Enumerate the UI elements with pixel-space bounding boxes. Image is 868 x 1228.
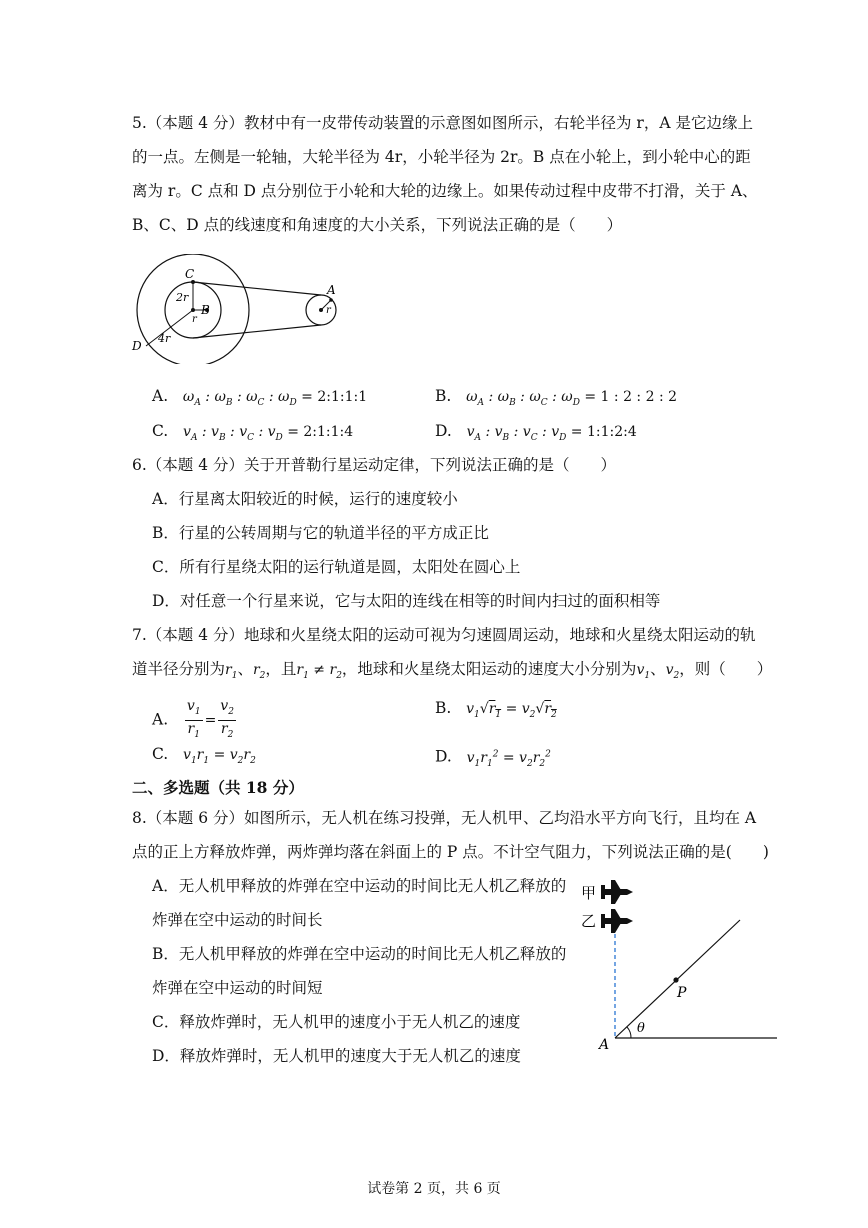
label-jia: 甲	[581, 884, 597, 902]
label-4r: 4r	[158, 332, 171, 345]
q8-option-b-line-2: 炸弹在空中运动的时间短	[152, 979, 323, 997]
drone-yi-icon	[601, 909, 633, 933]
q8-line-2: 点的正上方释放炸弹，两炸弹均落在斜面上的 P 点。不计空气阻力，下列说法正确的是( )	[132, 843, 769, 861]
q5-line-1: 5.（本题 4 分）教材中有一皮带传动装置的示意图如图所示，右轮半径为 r，A 是它边缘上	[132, 114, 753, 132]
q8-option-d: D．释放炸弹时，无人机甲的速度大于无人机乙的速度	[152, 1047, 521, 1065]
q7-line-2: 道半径分别为$r_1$、$r_2$，且$r_1 \ne r_2$，地球和火星绕太阳运动的速度大小分别为$v_1$、$v_2$，则（ ）	[132, 660, 773, 681]
q6-stem: 6.（本题 4 分）关于开普勒行星运动定律，下列说法正确的是（ ）	[132, 456, 617, 474]
q5-option-d: D. $v_A$ : $v_B$ : $v_C$ : $v_D$ = 1:1:2:4	[435, 422, 637, 443]
q8-option-a-line-1: A．无人机甲释放的炸弹在空中运动的时间比无人机乙释放的	[152, 877, 567, 895]
q6-option-a: A．行星离太阳较近的时候，运行的速度较小	[152, 490, 458, 508]
label-D: D	[132, 339, 142, 353]
q5-option-b: B. $\omega_A$ : $\omega_B$ : $\omega_C$ : $\omega_D = 1$ : 2 : 2 : 2	[435, 387, 678, 408]
label-C: C	[185, 267, 195, 281]
label-theta: θ	[637, 1021, 645, 1036]
q7-option-d: D. $v_1r_1^2 = v_2r_2^2$	[435, 747, 551, 769]
q5-line-4: B、C、D 点的线速度和角速度的大小关系，下列说法正确的是（ ）	[132, 216, 623, 234]
label-r-small: r	[192, 314, 197, 325]
q7-option-b: B. $v_1√r_1 = v_2√r_2$	[435, 699, 557, 720]
q6-option-b: B．行星的公转周期与它的轨道半径的平方成正比	[152, 524, 489, 542]
q7-option-a: A. $\frac{v_1}{r_1}$ = $\frac{v_2}{r_2}$	[152, 698, 234, 740]
belt-drive-figure	[128, 254, 348, 364]
section-2-title: 二、多选题（共 18 分）	[132, 778, 304, 797]
drone-bombing-figure	[575, 876, 785, 1056]
q8-option-a-line-2: 炸弹在空中运动的时间长	[152, 911, 323, 929]
label-2r: 2r	[176, 291, 189, 304]
label-P: P	[677, 985, 687, 1001]
q5-option-a: A. $\omega_A$ : $\omega_B$ : $\omega_C$ : $\omega_D$ = 2:1:1:1	[152, 387, 368, 408]
q5-line-3: 离为 r。C 点和 D 点分别位于小轮和大轮的边缘上。如果传动过程中皮带不打滑，关于 A、	[132, 182, 758, 200]
q5-option-c: C. $v_A$ : $v_B$ : $v_C$ : $v_D$ = 2:1:1:4	[152, 422, 354, 443]
label-yi: 乙	[581, 912, 597, 930]
q7-option-c: C. $v_1r_1 = v_2r_2$	[152, 745, 256, 766]
label-B: B	[201, 303, 210, 317]
label-A: A	[327, 283, 336, 297]
q5-line-2: 的一点。左侧是一轮轴，大轮半径为 4r，小轮半径为 2r。B 点在小轮上，到小轮中心的距	[132, 148, 751, 166]
page-footer: 试卷第 2 页，共 6 页	[367, 1181, 501, 1197]
q7-line-1: 7.（本题 4 分）地球和火星绕太阳的运动可视为匀速圆周运动，地球和火星绕太阳运动的轨	[132, 626, 756, 644]
q6-option-c: C．所有行星绕太阳的运行轨道是圆，太阳处在圆心上	[152, 558, 521, 576]
q8-option-b-line-1: B．无人机甲释放的炸弹在空中运动的时间比无人机乙释放的	[152, 945, 567, 963]
q8-option-c: C．释放炸弹时，无人机甲的速度小于无人机乙的速度	[152, 1013, 521, 1031]
q8-line-1: 8.（本题 6 分）如图所示，无人机在练习投弹，无人机甲、乙均沿水平方向飞行，且均在 A	[132, 809, 757, 827]
label-r-right: r	[326, 305, 331, 316]
label-A-point: A	[599, 1037, 610, 1053]
drone-jia-icon	[601, 880, 633, 904]
q6-option-d: D．对任意一个行星来说，它与太阳的连线在相等的时间内扫过的面积相等	[152, 592, 661, 610]
